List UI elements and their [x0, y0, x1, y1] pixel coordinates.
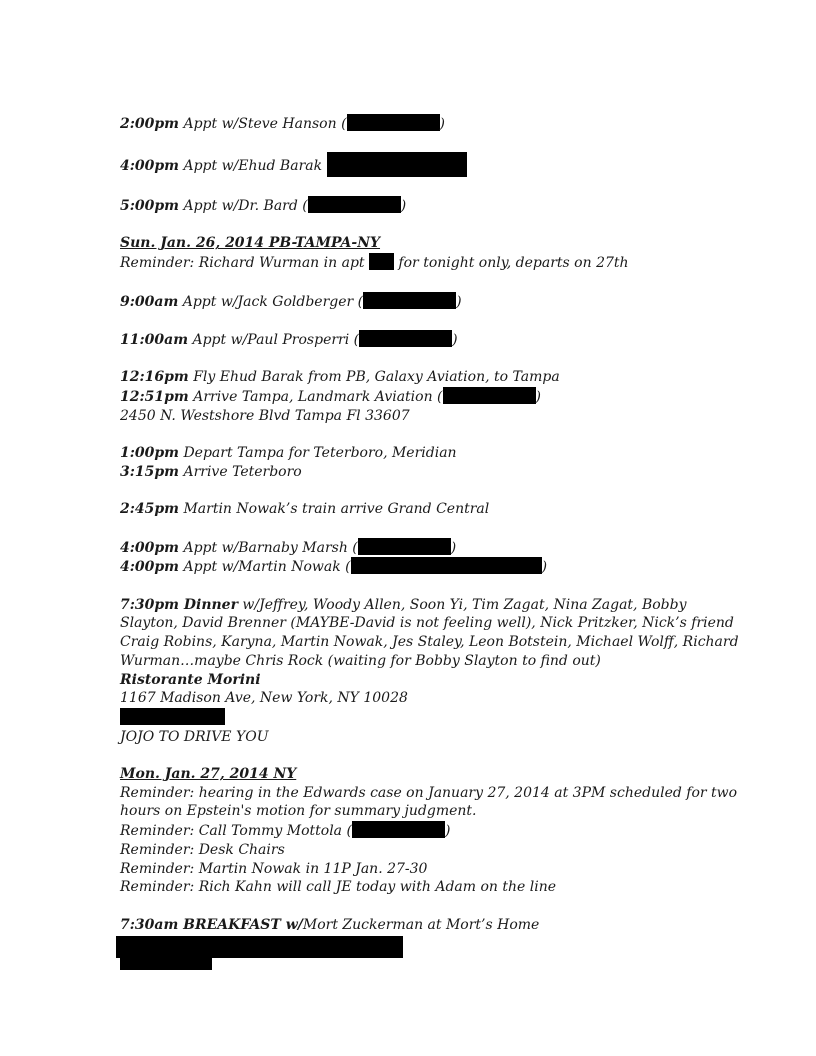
address-tampa: 2450 N. Westshore Blvd Tampa Fl 33607 [120, 407, 410, 424]
dinner-guests-line: Slayton, David Brenner (MAYBE-David is not feeling well), Nick Pritzker, Nick’s friend [120, 615, 734, 632]
dinner-guests-line: Craig Robins, Karyna, Martin Nowak, Jes Staley, Leon Botstein, Michael Wolff, Richard [120, 634, 739, 651]
redaction-block [352, 821, 445, 838]
reminder-hearing: Reminder: hearing in the Edwards case on January 27, 2014 at 3PM scheduled for two [120, 784, 738, 801]
entry-dinner: 7:30pm Dinner w/Jeffrey, Woody Allen, Soon Yi, Tim Zagat, Nina Zagat, Bobby [120, 596, 687, 613]
reminder-nowak: Reminder: Martin Nowak in 11P Jan. 27-30 [120, 860, 428, 877]
dinner-address: 1167 Madison Ave, New York, NY 10028 [120, 690, 408, 707]
reminder-kahn: Reminder: Rich Kahn will call JE today with Adam on the line [120, 879, 557, 896]
redaction-block [116, 936, 403, 958]
entry-barnaby-marsh: 4:00pm Appt w/Barnaby Marsh ( ) [120, 539, 457, 556]
reminder-wurman: Reminder: Richard Wurman in apt for tonight only, departs on 27th [120, 255, 629, 272]
entry-train-arrival: 2:45pm Martin Nowak’s train arrive Grand Central [120, 501, 490, 518]
reminder-hearing-cont: hours on Epstein's motion for summary judgment. [120, 803, 477, 820]
entry-ehud-barak: 4:00pm Appt w/Ehud Barak [120, 152, 720, 177]
entry-fly-tampa: 12:16pm Fly Ehud Barak from PB, Galaxy Aviation, to Tampa [120, 369, 560, 386]
entry-martin-nowak: 4:00pm Appt w/Martin Nowak ( ) [120, 559, 548, 576]
calendar-page [120, 114, 739, 970]
redaction-block [369, 253, 394, 270]
redaction-block [359, 330, 452, 347]
dinner-guests-line: Wurman…maybe Chris Rock (waiting for Bobby Slayton to find out) [120, 652, 601, 669]
redaction-block [351, 557, 542, 574]
entry-dr-bard: 5:00pm Appt w/Dr. Bard ( ) [120, 198, 407, 215]
entry-breakfast: 7:30am BREAKFAST w/Mort Zuckerman at Mort’s Home [120, 916, 540, 933]
redaction-block [308, 196, 401, 213]
entry-arrive-teterboro: 3:15pm Arrive Teterboro [120, 463, 302, 480]
redaction-block [358, 538, 451, 555]
entry-jack-goldberger: 9:00am Appt w/Jack Goldberger ( ) [120, 293, 462, 310]
redaction-block [443, 387, 536, 404]
entry-arrive-tampa: 12:51pm Arrive Tampa, Landmark Aviation ( ) [120, 389, 541, 406]
entry-steve-hanson: 2:00pm Appt w/Steve Hanson ( ) [120, 116, 445, 132]
dinner-phone-redacted [120, 708, 720, 728]
breakfast-address-redacted [120, 934, 720, 970]
entry-depart-tampa: 1:00pm Depart Tampa for Teterboro, Meridian [120, 445, 457, 462]
date-heading-jan-27: Mon. Jan. 27, 2014 NY [120, 766, 297, 783]
entry-paul-prosperri: 11:00am Appt w/Paul Prosperri ( ) [120, 331, 458, 348]
dinner-venue: Ristorante Morini [120, 671, 261, 688]
dinner-driver-note: JOJO TO DRIVE YOU [120, 728, 269, 745]
redaction-block [120, 958, 212, 970]
redaction-block [327, 152, 467, 177]
redaction-block [347, 114, 440, 131]
redaction-block [363, 292, 456, 309]
reminder-mottola: Reminder: Call Tommy Mottola ( ) [120, 823, 451, 840]
redaction-block [120, 708, 225, 725]
date-heading-jan-26: Sun. Jan. 26, 2014 PB-TAMPA-NY [120, 235, 381, 252]
reminder-desk-chairs: Reminder: Desk Chairs [120, 841, 285, 858]
